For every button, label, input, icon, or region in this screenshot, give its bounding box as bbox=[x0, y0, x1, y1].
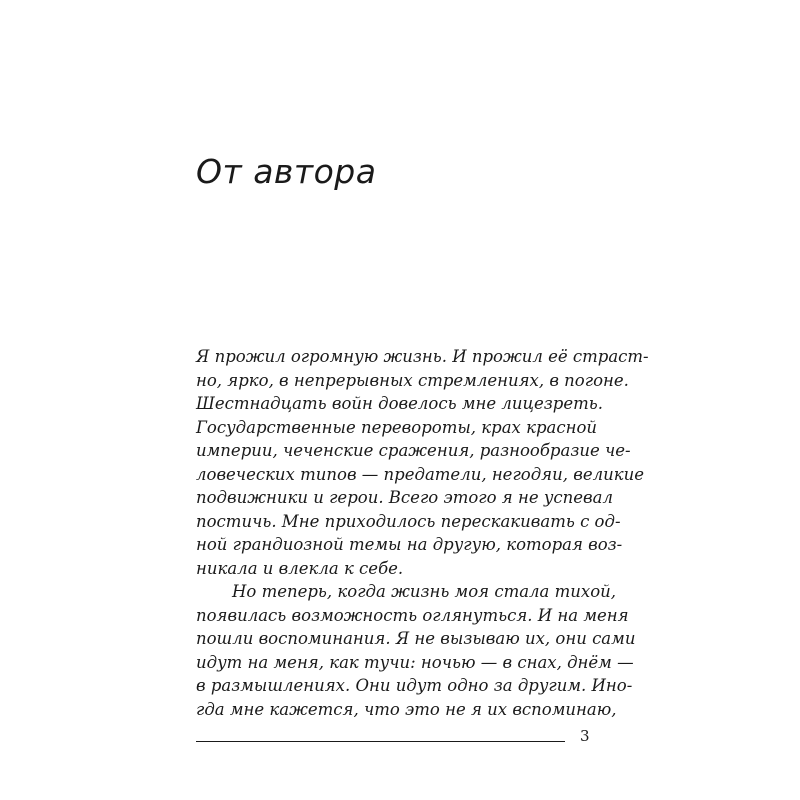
text-line: ной грандиозной темы на другую, которая воз- bbox=[196, 535, 623, 554]
chapter-title: От автора bbox=[196, 152, 377, 191]
text-line: подвижники и герои. Всего этого я не успевал bbox=[196, 488, 613, 507]
text-line: появилась возможность оглянуться. И на меня bbox=[196, 605, 629, 625]
text-line: но, ярко, в непрерывных стремлениях, в погоне. bbox=[196, 370, 629, 390]
page-number: 3 bbox=[580, 727, 590, 745]
text-line: никала и влекла к себе. bbox=[196, 558, 404, 578]
footer-rule bbox=[196, 741, 565, 742]
body-text bbox=[196, 345, 649, 721]
text-line: постичь. Мне приходилось перескакивать с од- bbox=[196, 511, 621, 531]
text-line-indented: Но теперь, когда жизнь моя стала тихой, bbox=[232, 582, 617, 601]
text-line: в размышлениях. Они идут одно за другим. Ино- bbox=[196, 676, 633, 695]
text-line: Я прожил огромную жизнь. И прожил её страст- bbox=[196, 347, 649, 366]
text-line: идут на меня, как тучи: ночью — в снах, днём — bbox=[196, 652, 634, 672]
text-line: Шестнадцать войн довелось мне лицезреть. bbox=[196, 394, 603, 413]
text-line: империи, чеченские сражения, разнообразие че- bbox=[196, 441, 631, 460]
text-line: ловеческих типов — предатели, негодяи, великие bbox=[196, 464, 644, 484]
text-line: пошли воспоминания. Я не вызываю их, они сами bbox=[196, 629, 636, 648]
text-line: Государственные перевороты, крах красной bbox=[196, 417, 598, 437]
text-line: гда мне кажется, что это не я их вспоминаю, bbox=[196, 699, 617, 719]
